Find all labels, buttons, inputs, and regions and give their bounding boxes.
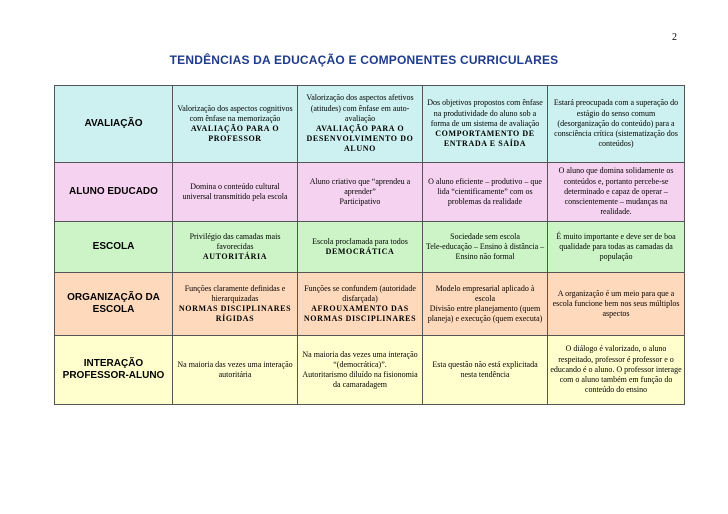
cell-text: Estará preocupada com a superação do estágio do senso comum (desorganização do conteúdo) para a consciência crítica (sistematização dos conteúdos) [553, 98, 679, 149]
table-cell [298, 163, 423, 222]
table-cell [423, 163, 548, 222]
cell-text: É muito importante e deve ser de boa qualidade para todas as camadas da população [556, 231, 676, 262]
page-title: TENDÊNCIAS DA EDUCAÇÃO E COMPONENTES CURRICULARES [169, 53, 559, 67]
cell-text: Modelo empresarial aplicado à escola [435, 283, 535, 303]
cell-extra-text: Tele-educação – Ensino à distância – Ensino não formal [425, 241, 545, 262]
table-cell [173, 163, 298, 222]
table-cell [298, 222, 423, 273]
table-cell [298, 336, 423, 405]
cell-emphasis: AFROUXAMENTO DAS NORMAS DISCIPLINARES [303, 304, 417, 324]
page-number: 2 [672, 32, 677, 43]
row-label: ORGANIZAÇÃO DA ESCOLA [55, 273, 173, 336]
table-cell [548, 222, 685, 273]
cell-text: O aluno eficiente – produtivo – que lida “cientificamente” com os problemas da realidade [428, 176, 542, 207]
table-cell [423, 273, 548, 336]
cell-text: Na maioria das vezes uma interação “(democrática)”. [302, 349, 418, 369]
table-cell [548, 163, 685, 222]
table-row [55, 222, 685, 273]
table-cell [173, 222, 298, 273]
cell-text: Valorização dos aspectos cognitivos com ênfase na memorização [177, 103, 293, 123]
row-label: INTERAÇÃO PROFESSOR-ALUNO [55, 336, 173, 405]
row-label: ALUNO EDUCADO [55, 163, 173, 222]
cell-emphasis: AUTORITÁRIA [202, 252, 268, 262]
cell-text: Esta questão não está explicitada nesta tendência [432, 359, 538, 379]
cell-text: Funções se confundem (autoridade disfarçada) [304, 283, 416, 303]
table-row [55, 163, 685, 222]
row-label: AVALIAÇÃO [55, 86, 173, 163]
cell-text: Funções claramente definidas e hierarquizadas [184, 283, 286, 303]
table-cell [548, 336, 685, 405]
cell-emphasis: DEMOCRÁTICA [325, 247, 395, 256]
table-cell [298, 86, 423, 163]
cell-text: Sociedade sem escola [450, 231, 520, 241]
table-cell [548, 273, 685, 336]
table-row [55, 86, 685, 163]
row-label: ESCOLA [55, 222, 173, 273]
cell-text: Na maioria das vezes uma interação autoritária [177, 359, 293, 379]
table-cell [298, 273, 423, 336]
cell-emphasis: AVALIAÇÃO PARA O DESENVOLVIMENTO DO ALUNO [306, 124, 414, 154]
cell-text: O aluno que domina solidamente os conteúdos e, portanto percebe-se determinado e capaz de operar – conscientemente – mudanças na realidade. [558, 166, 674, 217]
table-cell [173, 86, 298, 163]
cell-text: Valorização dos aspectos afetivos (atitudes) com ênfase em auto-avaliação [306, 93, 414, 123]
table-row [55, 336, 685, 405]
cell-text: Domina o conteúdo cultural universal transmitido pela escola [182, 181, 288, 201]
table-cell [423, 222, 548, 273]
cell-extra-text: Autoritarismo diluído na fisionomia da camaradagem [302, 370, 418, 390]
cell-text: A organização é um meio para que a escola funcione bem nos seus múltiplos aspectos [552, 288, 680, 319]
table-cell [548, 86, 685, 163]
cell-text: Dos objetivos propostos com ênfase na produtividade do aluno sob a forma de um sistema de avaliação [427, 98, 543, 128]
table-cell [423, 336, 548, 405]
cell-text: O diálogo é valorizado, o aluno respeitado, professor é professor e o educando é o aluno. O professor interage com o aluno também em função do conteúdo do ensino [550, 344, 682, 395]
table-cell [173, 273, 298, 336]
table-cell [423, 86, 548, 163]
table-cell [173, 336, 298, 405]
cell-text: Escola proclamada para todos [312, 236, 408, 246]
table-row [55, 273, 685, 336]
cell-text: Aluno criativo que “aprendeu a aprender” [309, 176, 411, 196]
cell-emphasis: AVALIAÇÃO PARA O PROFESSOR [190, 124, 280, 144]
cell-emphasis: NORMAS DISCIPLINARES RÍGIDAS [178, 304, 292, 324]
curriculum-table [54, 85, 685, 405]
cell-emphasis: COMPORTAMENTO DE ENTRADA E SAÍDA [435, 129, 535, 149]
cell-text: Privilégio das camadas mais favorecidas [189, 231, 281, 251]
cell-extra-text: Divisão entre planejamento (quem planeja) e execução (quem executa) [427, 304, 543, 324]
cell-extra-text: Participativo [339, 197, 381, 207]
